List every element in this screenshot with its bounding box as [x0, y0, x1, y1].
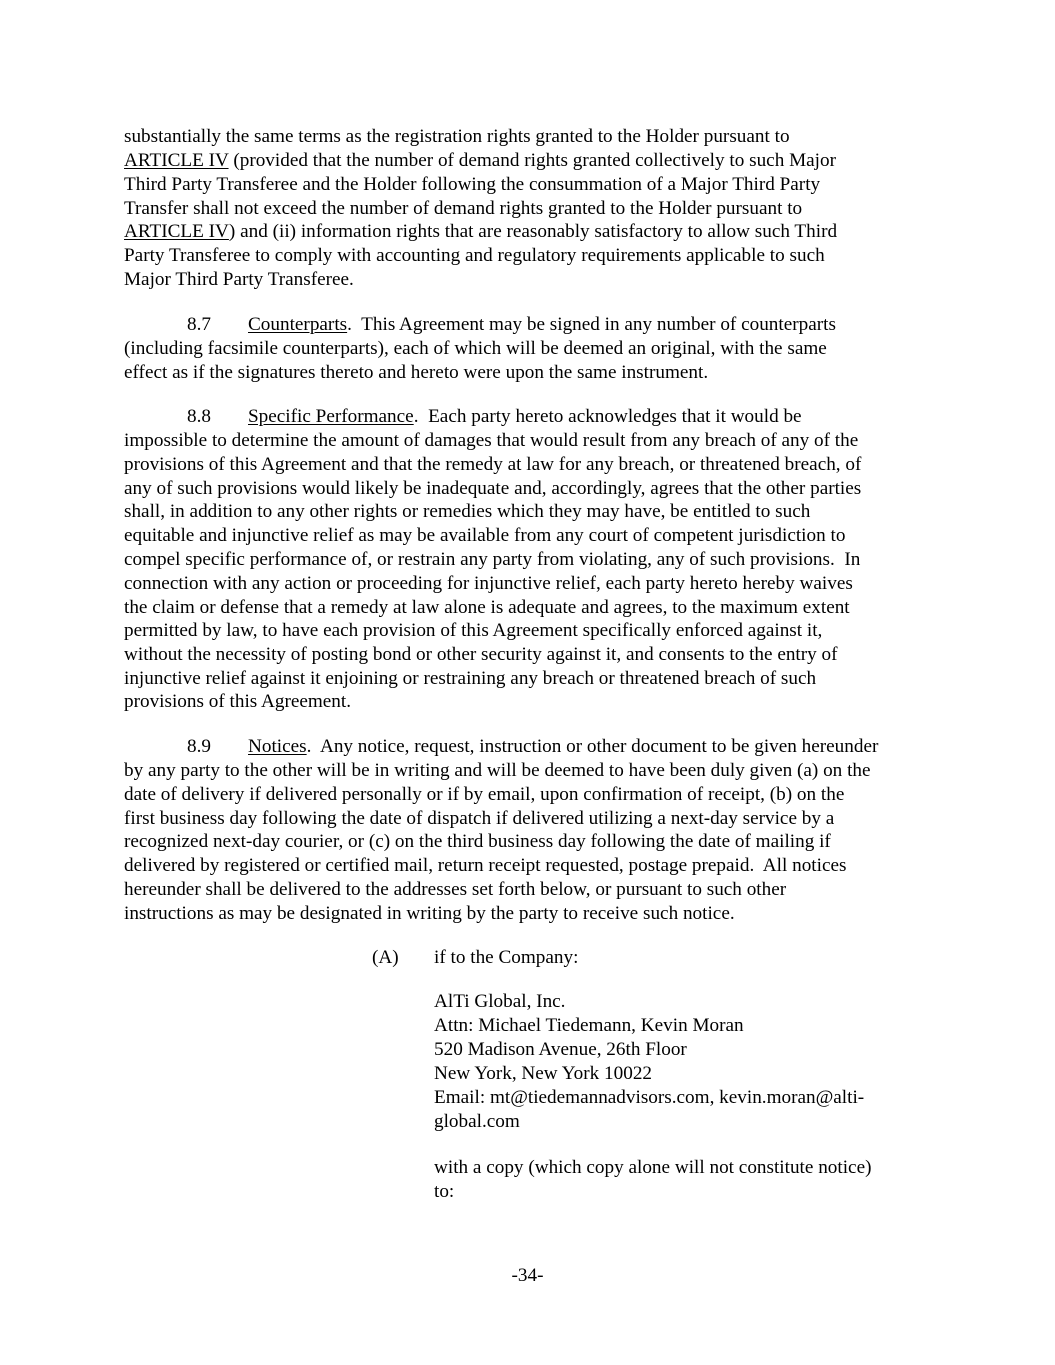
text-line: (including facsimile counterparts), each of which will be deemed an original, with the same — [124, 338, 827, 359]
text-span: (provided that the number of demand rights granted collectively to such Major — [228, 150, 836, 171]
section-heading: Notices — [248, 736, 307, 757]
text-line: Third Party Transferee and the Holder following the consummation of a Major Third Party — [124, 174, 821, 195]
text-line — [248, 405, 802, 429]
text-line: by any party to the other will be in writing and will be deemed to have been duly given (a) on the — [124, 760, 871, 781]
text-line: any of such provisions would likely be inadequate and, accordingly, agrees that the other parties — [124, 478, 862, 499]
text-line: injunctive relief against it enjoining or restraining any breach or threatened breach of such — [124, 668, 817, 689]
text-line: provisions of this Agreement and that the remedy at law for any breach, or threatened breach, of — [124, 454, 862, 475]
text-line: permitted by law, to have each provision of this Agreement specifically enforced against it, — [124, 620, 823, 641]
text-line — [248, 313, 836, 337]
text-line: Party Transferee to comply with accounting and regulatory requirements applicable to such — [124, 245, 825, 266]
notice-label: (A) — [372, 947, 399, 968]
page-number: -34- — [511, 1265, 544, 1286]
text-line: without the necessity of posting bond or other security against it, and consents to the entry of — [124, 644, 838, 665]
text-line: Transfer shall not exceed the number of demand rights granted to the Holder pursuant to — [124, 198, 803, 219]
text-line — [124, 149, 836, 173]
text-line — [124, 220, 837, 244]
section-number: 8.8 — [187, 406, 211, 427]
company-name: AlTi Global, Inc. — [434, 991, 566, 1012]
text-line: compel specific performance of, or restrain any party from violating, any of such provisions. In — [124, 549, 861, 570]
text-line: impossible to determine the amount of damages that would result from any breach of any of the — [124, 430, 859, 451]
email-line-continued: global.com — [434, 1111, 520, 1132]
copy-notice-line: with a copy (which copy alone will not constitute notice) — [434, 1157, 872, 1178]
article-iv-reference: ARTICLE IV — [124, 221, 229, 242]
city-state-zip: New York, New York 10022 — [434, 1063, 653, 1084]
copy-notice-line: to: — [434, 1181, 455, 1202]
text-line: equitable and injunctive relief as may be available from any court of competent jurisdiction to — [124, 525, 846, 546]
text-line: instructions as may be designated in writing by the party to receive such notice. — [124, 903, 735, 924]
section-number: 8.9 — [187, 736, 211, 757]
text-line: substantially the same terms as the registration rights granted to the Holder pursuant to — [124, 126, 790, 147]
section-heading: Specific Performance — [248, 406, 414, 427]
text-line: delivered by registered or certified mail, return receipt requested, postage prepaid. All notices — [124, 855, 847, 876]
text-line — [248, 735, 878, 759]
article-iv-reference: ARTICLE IV — [124, 150, 229, 171]
text-line: first business day following the date of dispatch if delivered utilizing a next-day service by a — [124, 808, 835, 829]
text-span: . Each party hereto acknowledges that it would be — [413, 406, 802, 427]
section-heading: Counterparts — [248, 314, 348, 335]
text-line: Major Third Party Transferee. — [124, 269, 354, 290]
notice-intro: if to the Company: — [434, 947, 579, 968]
text-line: hereunder shall be delivered to the addresses set forth below, or pursuant to such other — [124, 879, 787, 900]
text-line: the claim or defense that a remedy at law alone is adequate and agrees, to the maximum extent — [124, 597, 850, 618]
text-span: ) and (ii) information rights that are reasonably satisfactory to allow such Third — [228, 221, 838, 242]
text-line: shall, in addition to any other rights or remedies which they may have, be entitled to such — [124, 501, 811, 522]
text-line: effect as if the signatures thereto and hereto were upon the same instrument. — [124, 362, 709, 383]
text-line: provisions of this Agreement. — [124, 691, 352, 712]
section-number: 8.7 — [187, 314, 211, 335]
text-line: date of delivery if delivered personally or if by email, upon confirmation of receipt, (b) on the — [124, 784, 845, 805]
text-line: connection with any action or proceeding for injunctive relief, each party hereto hereby waives — [124, 573, 853, 594]
text-line: recognized next-day courier, or (c) on the third business day following the date of mailing if — [124, 831, 831, 852]
email-line: Email: mt@tiedemannadvisors.com, kevin.moran@alti- — [434, 1087, 865, 1108]
street-address: 520 Madison Avenue, 26th Floor — [434, 1039, 687, 1060]
text-span: . Any notice, request, instruction or other document to be given hereunder — [306, 736, 879, 757]
text-span: . This Agreement may be signed in any number of counterparts — [347, 314, 836, 335]
attention-line: Attn: Michael Tiedemann, Kevin Moran — [434, 1015, 744, 1036]
